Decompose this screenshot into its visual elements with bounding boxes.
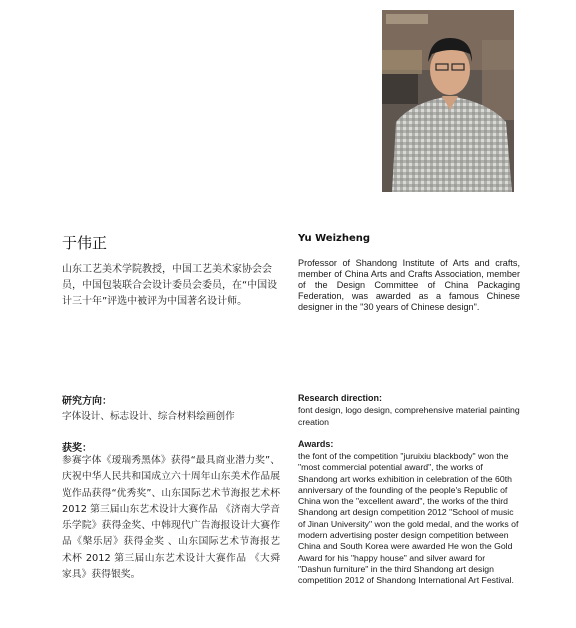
research-body-english: font design, logo design, comprehensive material painting creation (298, 405, 520, 427)
portrait-photo (382, 10, 514, 192)
awards-body-chinese: 参赛字体《瑷瑞秀黑体》获得“最具商业潜力奖”、庆祝中华人民共和国成立六十周年山东美术作品展览作品获得“优秀奖”、山东国际艺术节海报艺术杯 2012 第三届山东艺术设计大赛作品 《济南大学音乐学院》获得金奖、中韩现代广告海报设计大赛作品《槃乐居》获得金奖 、山东国际艺术节海报艺术杯 2012 第三届山东艺术设计大赛作品 《大舜家具》获得银奖。 (62, 455, 280, 581)
name-english: Yu Weizheng (298, 233, 370, 244)
name-chinese: 于伟正 (62, 234, 108, 252)
bio-chinese: 山东工艺美术学院教授，中国工艺美术家协会会员，中国包装联合会设计委员会委员，在“中国设计三十年”评选中被评为中国著名设计师。 (62, 264, 278, 307)
research-body-chinese: 字体设计、标志设计、综合材料绘画创作 (62, 411, 235, 422)
research-title-english: Research direction: (298, 393, 383, 403)
research-title-chinese: 研究方向： (62, 396, 112, 407)
awards-body-english: the font of the competition "juruixiu blackbody" won the "most commercial potential award", the works of Shandong art works exhibition in celebration of the 60th anniversary of the founding of the people's Republic of China won the "excellent award", the works of the third Shandong art design competition 2012 "School of music of Jinan University" won the gold medal, and the works of modern advertising poster design competition between China and South Korea were awarded He won the Gold Award for his "happy house" and silver award for "Dashun furniture" in the third Shandong art design competition 2012 of Shandong International Art Festival. (298, 451, 519, 586)
awards-title-english: Awards: (298, 439, 334, 449)
bio-english: Professor of Shandong Institute of Arts and crafts, member of China Arts and Crafts Association, member of the Design Committee of China Packaging Federation, was awarded as a famous Chinese designer in the "30 years of Chinese design". (298, 258, 520, 312)
awards-title-chinese: 获奖： (62, 443, 92, 454)
